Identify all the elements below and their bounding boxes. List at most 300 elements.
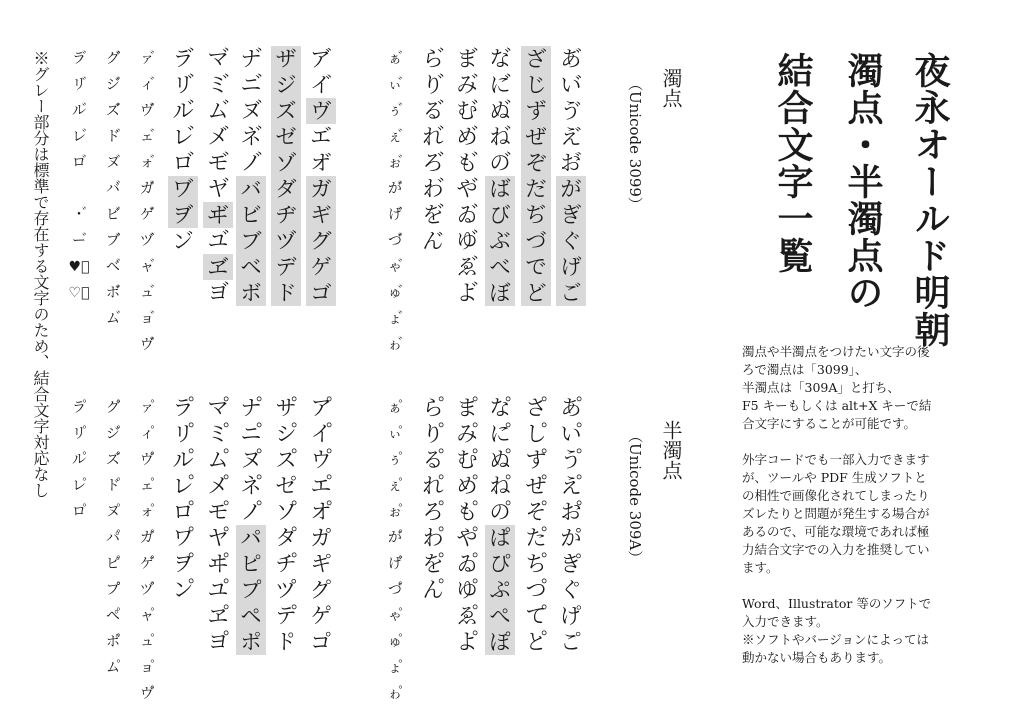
char-cell: る゙ [422, 99, 444, 123]
char-column [556, 46, 586, 176]
char-cell: う゚ [560, 448, 582, 472]
char-cell: オ゚ [310, 500, 332, 524]
char-cell: ゔ [560, 99, 582, 123]
char-cell: ベ [236, 254, 266, 280]
char-cell: め゚ [456, 474, 478, 498]
char-cell: や゚ [456, 526, 478, 550]
char-cell: ブ゙ [106, 233, 120, 249]
char-cell: タ゚ [275, 526, 297, 550]
char-cell: ジ [271, 72, 301, 98]
char-cell: グ [306, 228, 336, 254]
char-cell: リ゚ [72, 426, 86, 442]
char-cell: ね゙ [489, 125, 511, 149]
char-cell: ム゚ [207, 448, 229, 472]
char-cell: ペ [236, 603, 266, 629]
char-cell: ゴ [306, 280, 336, 306]
char-column [168, 46, 198, 176]
char-cell: ユ゚ [207, 578, 229, 602]
char-cell: ニ゚ [240, 422, 262, 446]
char-cell: ノ゚ [240, 500, 262, 524]
char-cell: ぇ゚ [388, 478, 402, 494]
char-cell: の゙ [489, 151, 511, 175]
char-cell: ぅ゚ [388, 452, 402, 468]
char-cell: ゑ゚ [456, 604, 478, 628]
char-column [271, 176, 301, 306]
char-cell: ム゙ [207, 99, 229, 123]
char-cell: み゚ [456, 422, 478, 446]
char-cell: ル゚ [172, 448, 194, 472]
char-cell: り゙ [422, 73, 444, 97]
char-column [203, 176, 233, 306]
char-cell: れ゚ [422, 474, 444, 498]
char-cell: ミ゚ [207, 422, 229, 446]
char-cell: ゲ [306, 254, 336, 280]
char-cell: ジ゚ [106, 426, 120, 442]
char-cell: ョ゚ [140, 660, 154, 676]
char-cell: ょ゙ [388, 311, 402, 327]
char-cell: を゚ [422, 552, 444, 576]
char-column [168, 176, 198, 254]
char-cell: ナ゚ [240, 396, 262, 420]
char-column [418, 525, 448, 603]
char-cell: カ゚ [310, 526, 332, 550]
char-cell: え゚ [560, 474, 582, 498]
char-cell: エ゚ [310, 474, 332, 498]
char-cell: チ゚ [275, 552, 297, 576]
char-cell: ボ [236, 280, 266, 306]
char-cell: ヨ゙ [207, 281, 229, 305]
char-cell: ワ゚ [172, 526, 194, 550]
char-cell: プ [236, 577, 266, 603]
char-cell: り゚ [422, 422, 444, 446]
char-cell: ュ゙ [140, 285, 154, 301]
char-cell: あ゙ [560, 47, 582, 71]
char-cell: が [556, 176, 586, 202]
char-cell: ぴ [485, 551, 515, 577]
char-column [382, 525, 408, 707]
title-line-2: 濁点・半濁点の [842, 52, 884, 311]
char-cell: ぁ゙ [388, 51, 402, 67]
char-cell: じ [521, 72, 551, 98]
char-cell: ラ゚ [172, 396, 194, 420]
char-cell: げ゚ [388, 556, 402, 572]
char-cell: ュ゚ [140, 634, 154, 650]
char-cell: ル゙ [72, 103, 86, 119]
char-cell: ぃ゚ [388, 426, 402, 442]
char-cell: ら゚ [422, 396, 444, 420]
char-cell: ぼ [485, 280, 515, 306]
char-column [100, 395, 126, 681]
char-cell: ヺ [168, 202, 198, 228]
char-cell: ょ゚ [388, 660, 402, 676]
char-cell: ガ゙ [140, 181, 154, 197]
char-cell: ず [521, 98, 551, 124]
char-cell: に゚ [489, 422, 511, 446]
char-cell: ク゚ [310, 578, 332, 602]
char-cell: げ [556, 254, 586, 280]
char-cell: こ゚ [560, 630, 582, 654]
char-cell: ざ [521, 46, 551, 72]
char-cell: に゙ [489, 73, 511, 97]
char-cell: ケ゚ [310, 604, 332, 628]
char-cell: ・゙ [72, 207, 86, 223]
char-cell: メ゙ [207, 125, 229, 149]
char-column [452, 525, 482, 655]
char-cell: ザ [271, 46, 301, 72]
char-cell: ん゚ [422, 578, 444, 602]
description [742, 343, 972, 667]
char-cell: ブ [236, 228, 266, 254]
char-cell: ヅ [271, 228, 301, 254]
char-cell: げ゙ [388, 207, 402, 223]
char-cell: あ゚ [560, 396, 582, 420]
char-column [485, 395, 515, 525]
char-column [452, 46, 482, 176]
char-column [134, 46, 160, 358]
char-cell: ス゚ [275, 448, 297, 472]
char-column [418, 176, 448, 254]
char-cell: ヹ [203, 254, 233, 280]
char-cell: ろ゚ [422, 500, 444, 524]
char-cell: ル゙ [172, 99, 194, 123]
char-cell: ぺ [485, 603, 515, 629]
char-cell: が゙ [388, 181, 402, 197]
char-cell: ヤ゙ [207, 177, 229, 201]
char-column [418, 46, 448, 176]
char-cell: と゚ [525, 630, 547, 654]
char-cell: ゆ゙ [456, 229, 478, 253]
char-cell: ぬ゙ [489, 99, 511, 123]
char-cell: ラ゚ [72, 400, 86, 416]
char-cell: ヤ゚ [207, 526, 229, 550]
char-cell: ゐ゙ [456, 203, 478, 227]
char-cell: ア゚ [310, 396, 332, 420]
char-column [168, 395, 198, 525]
char-cell: ン゚ [172, 578, 194, 602]
char-column [306, 46, 336, 176]
char-cell: ヸ [203, 202, 233, 228]
char-cell: ぽ [485, 629, 515, 655]
char-cell: ぁ゚ [388, 400, 402, 416]
char-cell: レ゙ [172, 125, 194, 149]
char-cell: ♡゙ [68, 285, 90, 301]
char-column [203, 46, 233, 176]
char-cell: ゐ゚ [456, 552, 478, 576]
char-cell: ム゙ [106, 311, 120, 327]
char-cell: ョ゙ [140, 311, 154, 327]
char-cell: ゎ゚ [388, 686, 402, 702]
char-cell: を゙ [422, 203, 444, 227]
char-cell: づ゚ [388, 582, 402, 598]
description-p2: 外字コードでも一部入力できます が、ツールや PDF 生成ソフトと の相性で画像化されてしまったり ズレたりと問題が発生する場合が あるので、可能な環境であれば極 力結合文字での入力を推奨してい ます。 [742, 452, 930, 575]
description-p3: Word、Illustrator 等のソフトで 入力できます。 ※ソフトやバージョンによっては 動かない場合もあります。 [742, 596, 932, 665]
char-cell: ヂ [271, 202, 301, 228]
char-cell: ズ゚ [106, 452, 120, 468]
char-cell: ま゚ [456, 396, 478, 420]
char-cell: る゚ [422, 448, 444, 472]
char-column [271, 395, 301, 525]
char-column [306, 525, 336, 655]
char-cell: ヴ゙ [140, 337, 154, 353]
char-cell: い゚ [560, 422, 582, 446]
char-cell: イ゙ [310, 73, 332, 97]
char-cell: ァ゚ [140, 400, 154, 416]
char-cell: テ゚ [275, 604, 297, 628]
char-cell: が゚ [388, 530, 402, 546]
char-cell: ゼ [271, 124, 301, 150]
char-cell: ヷ [168, 176, 198, 202]
char-cell: な゙ [489, 47, 511, 71]
char-cell: ー゙ [72, 233, 86, 249]
char-cell: モ゙ [207, 151, 229, 175]
char-cell: そ゚ [525, 500, 547, 524]
dakuten-code: （Unicode 3099） [626, 76, 644, 212]
char-cell: シ゚ [275, 422, 297, 446]
char-cell: ェ゚ [140, 478, 154, 494]
char-cell: ド゙ [106, 129, 120, 145]
char-cell: な゚ [489, 396, 511, 420]
char-cell: ゅ゙ [388, 285, 402, 301]
char-column [452, 176, 482, 306]
char-cell: し゚ [525, 422, 547, 446]
char-column [382, 176, 408, 358]
char-cell: づ [521, 228, 551, 254]
char-cell: デ [271, 254, 301, 280]
char-cell: ロ゚ [172, 500, 194, 524]
char-cell: ロ゙ [172, 151, 194, 175]
char-cell: け゚ [560, 604, 582, 628]
char-cell: わ゚ [422, 526, 444, 550]
char-cell: ウ゚ [310, 448, 332, 472]
char-cell: よ゙ [456, 281, 478, 305]
char-cell: リ゙ [72, 77, 86, 93]
char-cell: ツ゚ [275, 578, 297, 602]
handakuten-code: （Unicode 309A） [626, 428, 644, 566]
char-cell: レ゚ [72, 478, 86, 494]
char-cell: イ゚ [310, 422, 332, 446]
char-cell: ィ゚ [140, 426, 154, 442]
char-cell: ヴ゙ [140, 103, 154, 119]
char-cell: べ [485, 254, 515, 280]
char-cell: ボ゙ [106, 285, 120, 301]
char-cell: ズ [271, 98, 301, 124]
char-cell: ♥゙ [68, 259, 90, 275]
char-cell: か゚ [560, 526, 582, 550]
char-cell: さ゚ [525, 396, 547, 420]
char-cell: ぷ [485, 577, 515, 603]
char-cell: ヨ゚ [207, 630, 229, 654]
char-cell: み゙ [456, 73, 478, 97]
char-cell: ル゚ [72, 452, 86, 468]
char-cell: よ゚ [456, 630, 478, 654]
char-cell: ア゙ [310, 47, 332, 71]
char-cell: ぎ [556, 202, 586, 228]
char-cell: づ゙ [388, 233, 402, 249]
footnote: ※グレー部分は標準で存在する文字のため、結合文字対応なし [31, 50, 50, 498]
char-cell: ま゙ [456, 47, 478, 71]
char-cell: ム゚ [106, 660, 120, 676]
char-cell: ん゙ [422, 229, 444, 253]
char-cell: ビ゙ [106, 207, 120, 223]
char-cell: ヌ゚ [240, 448, 262, 472]
char-column [521, 176, 551, 306]
char-cell: れ゙ [422, 125, 444, 149]
char-cell: パ [236, 525, 266, 551]
char-cell: ポ [236, 629, 266, 655]
char-column [306, 176, 336, 306]
char-cell: せ゚ [525, 474, 547, 498]
char-cell: ネ゚ [240, 474, 262, 498]
char-cell: ぃ゙ [388, 77, 402, 93]
char-column [271, 46, 301, 176]
char-column [203, 525, 233, 655]
char-cell: ラ゙ [172, 47, 194, 71]
title-line-3: 結合文字一覧 [772, 52, 814, 274]
char-cell: つ゚ [525, 578, 547, 602]
char-cell: ゆ゚ [456, 578, 478, 602]
char-column [452, 395, 482, 525]
dakuten-heading: 濁点 [659, 68, 683, 108]
char-column [485, 46, 515, 176]
char-cell: ァ゙ [140, 51, 154, 67]
char-cell: レ゚ [172, 474, 194, 498]
char-column [203, 395, 233, 525]
char-cell: レ゙ [72, 129, 86, 145]
char-cell: ラ゙ [72, 51, 86, 67]
char-column [236, 46, 266, 176]
char-cell: ナ゙ [240, 47, 262, 71]
char-column [418, 395, 448, 525]
char-cell: ろ゙ [422, 151, 444, 175]
char-cell: モ゚ [207, 500, 229, 524]
char-cell: ヅ゚ [140, 582, 154, 598]
char-cell: め゙ [456, 125, 478, 149]
char-cell: び [485, 202, 515, 228]
char-column [271, 525, 301, 655]
char-cell: ミ゙ [207, 73, 229, 97]
char-cell: わ゙ [422, 177, 444, 201]
char-cell: た゚ [525, 526, 547, 550]
char-column [66, 46, 92, 306]
char-cell [66, 176, 92, 202]
char-cell: ぉ゚ [388, 504, 402, 520]
char-column [306, 395, 336, 525]
char-cell: オ゙ [310, 151, 332, 175]
char-cell: ペ゚ [106, 608, 120, 624]
char-cell: ヱ゚ [207, 604, 229, 628]
char-cell: ぉ゙ [388, 155, 402, 171]
char-cell: い゙ [560, 73, 582, 97]
char-column [236, 395, 266, 525]
char-cell: ソ゚ [275, 500, 297, 524]
char-cell: ぶ [485, 228, 515, 254]
char-cell: ビ [236, 202, 266, 228]
char-cell: マ゙ [207, 47, 229, 71]
char-cell: ぐ [556, 228, 586, 254]
char-cell: ゃ゚ [388, 608, 402, 624]
char-cell: セ゚ [275, 474, 297, 498]
char-column [382, 46, 408, 176]
char-cell: も゙ [456, 151, 478, 175]
char-cell: ロ゚ [72, 504, 86, 520]
char-cell: ゅ゚ [388, 634, 402, 650]
char-cell: ゲ゚ [140, 556, 154, 572]
char-cell: ぬ゚ [489, 448, 511, 472]
char-cell: バ゙ [106, 181, 120, 197]
char-cell: グ゙ [106, 51, 120, 67]
char-cell: ヌ゚ [106, 504, 120, 520]
description-p1: 濁点や半濁点をつけたい文字の後 ろで濁点は「3099」、 半濁点は「309A」と打ち、 F5 キーもしくは alt+X キーで結 合文字にすることが可能です。 [742, 344, 932, 431]
char-cell: ャ゙ [140, 259, 154, 275]
char-column [521, 46, 551, 176]
char-cell: ぱ [485, 525, 515, 551]
char-cell: ユ゙ [207, 229, 229, 253]
char-cell: ら゙ [422, 47, 444, 71]
char-cell: て゚ [525, 604, 547, 628]
char-cell: ヴ [306, 98, 336, 124]
char-cell: だ [521, 176, 551, 202]
char-cell: ダ [271, 176, 301, 202]
char-cell: す゚ [525, 448, 547, 472]
char-cell: ぞ [521, 150, 551, 176]
char-cell: サ゚ [275, 396, 297, 420]
char-cell: ぇ゙ [388, 129, 402, 145]
char-cell: ね゚ [489, 474, 511, 498]
char-cell: ヌ゙ [240, 99, 262, 123]
title-line-1: 夜永オールド明朝 [909, 52, 951, 348]
char-cell: ド [271, 280, 301, 306]
char-column [236, 176, 266, 306]
char-cell: え゙ [560, 125, 582, 149]
char-column [556, 395, 586, 525]
char-cell: く゚ [560, 578, 582, 602]
char-cell: で [521, 254, 551, 280]
char-cell: リ゙ [172, 73, 194, 97]
char-cell: ド゚ [106, 478, 120, 494]
char-cell: ベ゙ [106, 259, 120, 275]
char-column [556, 525, 586, 655]
char-cell: ご [556, 280, 586, 306]
char-cell: ト゚ [275, 630, 297, 654]
char-column [556, 176, 586, 306]
char-cell: ン゙ [172, 229, 194, 253]
char-cell: マ゚ [207, 396, 229, 420]
char-column [168, 525, 198, 603]
char-cell: き゚ [560, 552, 582, 576]
char-cell: ガ [306, 176, 336, 202]
char-cell: ギ [306, 202, 336, 228]
char-cell: ぅ゙ [388, 103, 402, 119]
char-cell: パ゚ [106, 530, 120, 546]
char-cell: む゙ [456, 99, 478, 123]
char-cell: ゲ゙ [140, 207, 154, 223]
char-cell: ネ゙ [240, 125, 262, 149]
handakuten-heading: 半濁点 [659, 420, 683, 480]
char-cell: リ゚ [172, 422, 194, 446]
char-cell: ニ゙ [240, 73, 262, 97]
char-cell: ロ゙ [72, 155, 86, 171]
char-cell: ヲ゚ [172, 552, 194, 576]
char-cell: ぜ [521, 124, 551, 150]
char-cell: ャ゚ [140, 608, 154, 624]
char-cell: ど [521, 280, 551, 306]
char-column [382, 395, 408, 525]
char-column [485, 525, 515, 655]
char-cell: メ゚ [207, 474, 229, 498]
char-cell: ち゚ [525, 552, 547, 576]
char-cell: ぢ [521, 202, 551, 228]
char-cell: も゚ [456, 500, 478, 524]
